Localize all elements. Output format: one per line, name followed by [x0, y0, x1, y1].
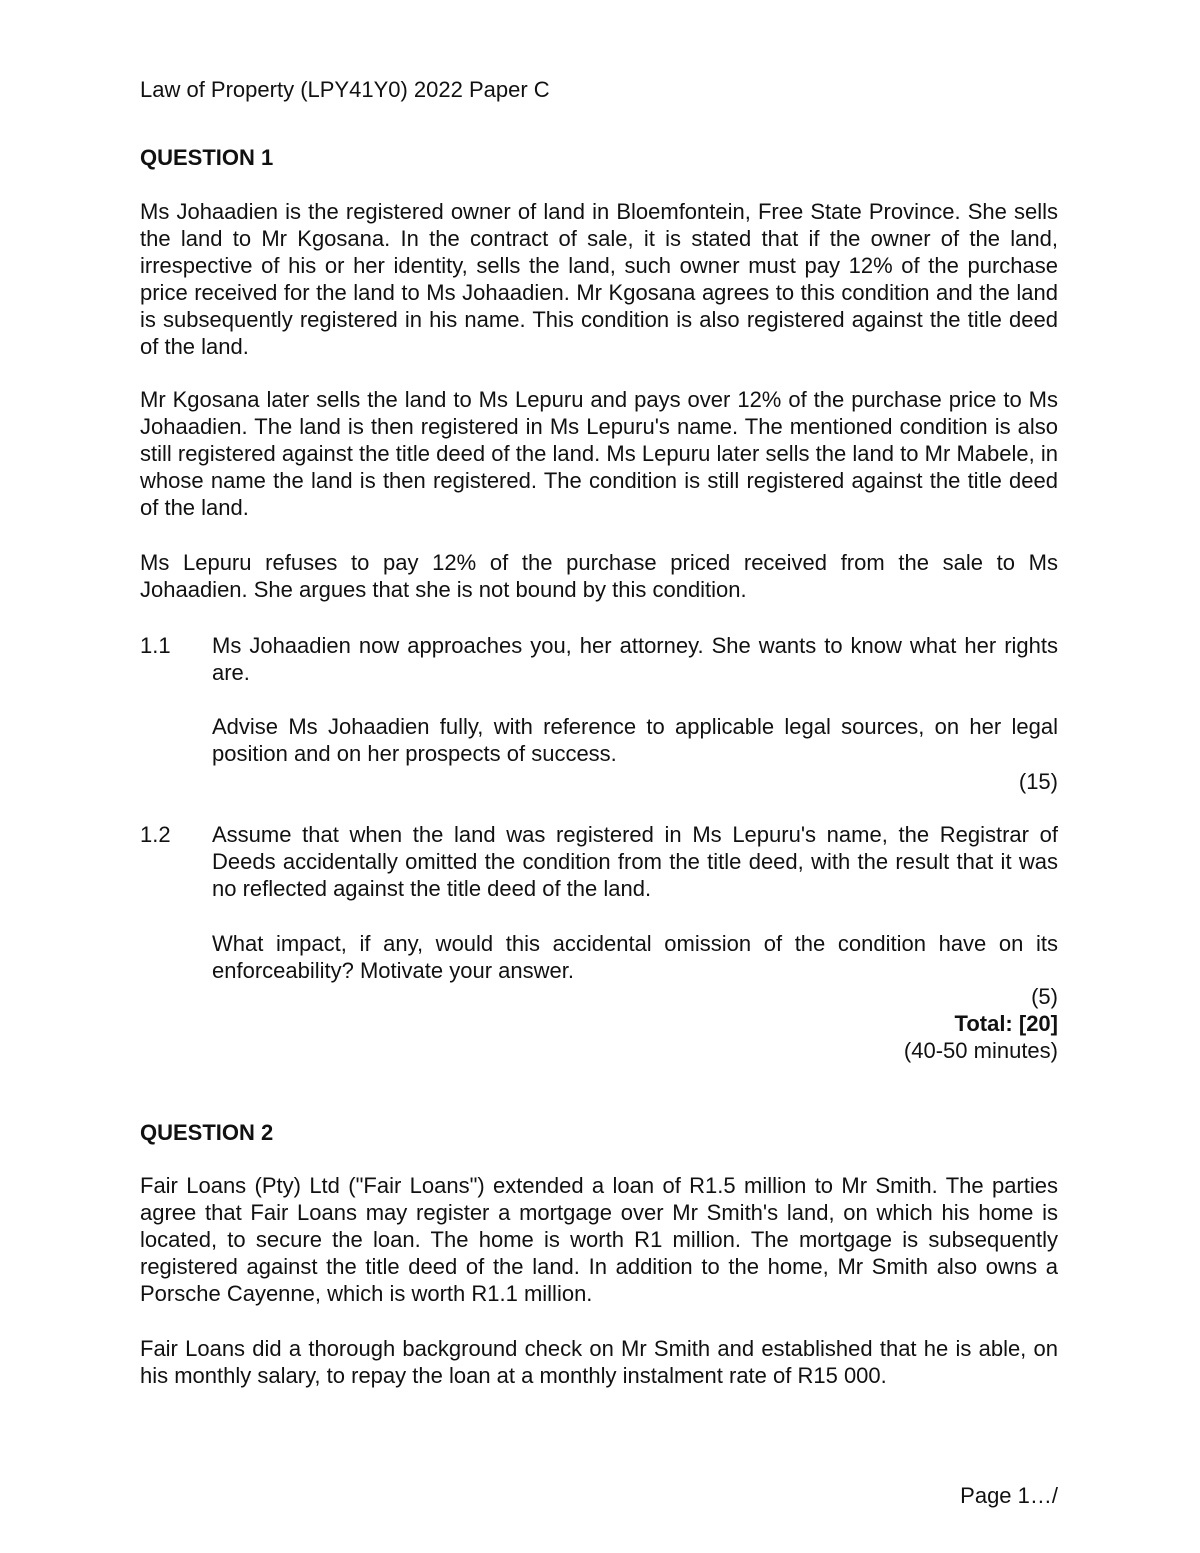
question-1-title: QUESTION 1: [140, 145, 274, 170]
document-header: Law of Property (LPY41Y0) 2022 Paper C: [140, 77, 550, 102]
question-1-total: Total: [20]: [954, 1011, 1058, 1036]
subquestion-1-2-number: 1.2: [140, 822, 171, 847]
question-2-paragraph-1: Fair Loans (Pty) Ltd ("Fair Loans") extended a loan of R1.5 million to Mr Smith. The parties agree that Fair Loans may register a mortgage over Mr Smith's land, on which his home is located, to secure the loan. The home is worth R1 million. The mortgage is subsequently registered against the title deed of the land. In addition to the home, Mr Smith also owns a Porsche Cayenne, which is worth R1.1 million.: [140, 1173, 1058, 1306]
question-1-paragraph-1: Ms Johaadien is the registered owner of land in Bloemfontein, Free State Province. She sells the land to Mr Kgosana. In the contract of sale, it is stated that if the owner of the land, irrespective of his or her identity, sells the land, such owner must pay 12% of the purchase price received for the land to Ms Johaadien. Mr Kgosana agrees to this condition and the land is subsequently registered in his name. This condition is also registered against the title deed of the land.: [140, 199, 1058, 359]
subquestion-1-2-text: Assume that when the land was registered in Ms Lepuru's name, the Registrar of Deeds accidentally omitted the condition from the title deed, with the result that it was no reflected against the title deed of the land.: [212, 822, 1058, 901]
subquestion-1-1-marks: (15): [1018, 769, 1058, 794]
subquestion-1-1-instruction: Advise Ms Johaadien fully, with reference to applicable legal sources, on her legal position and on her prospects of success.: [212, 714, 1058, 766]
subquestion-1-2-instruction: What impact, if any, would this accidental omission of the condition have on its enforceability? Motivate your answer.: [212, 931, 1058, 983]
subquestion-1-1-text: Ms Johaadien now approaches you, her attorney. She wants to know what her rights are.: [212, 633, 1058, 685]
question-2-paragraph-2: Fair Loans did a thorough background check on Mr Smith and established that he is able, on his monthly salary, to repay the loan at a monthly instalment rate of R15 000.: [140, 1336, 1058, 1388]
page-footer: Page 1…/: [960, 1483, 1058, 1508]
subquestion-1-2-marks: (5): [1031, 984, 1058, 1009]
subquestion-1-1-number: 1.1: [140, 633, 171, 658]
question-1-time: (40-50 minutes): [903, 1038, 1058, 1063]
question-1-paragraph-3: Ms Lepuru refuses to pay 12% of the purchase priced received from the sale to Ms Johaadien. She argues that she is not bound by this condition.: [140, 550, 1058, 602]
question-1-paragraph-2: Mr Kgosana later sells the land to Ms Lepuru and pays over 12% of the purchase price to Ms Johaadien. The land is then registered in Ms Lepuru's name. The mentioned condition is also still registered against the title deed of the land. Ms Lepuru later sells the land to Mr Mabele, in whose name the land is then registered. The condition is still registered against the title deed of the land.: [140, 387, 1058, 520]
question-2-title: QUESTION 2: [140, 1120, 274, 1145]
